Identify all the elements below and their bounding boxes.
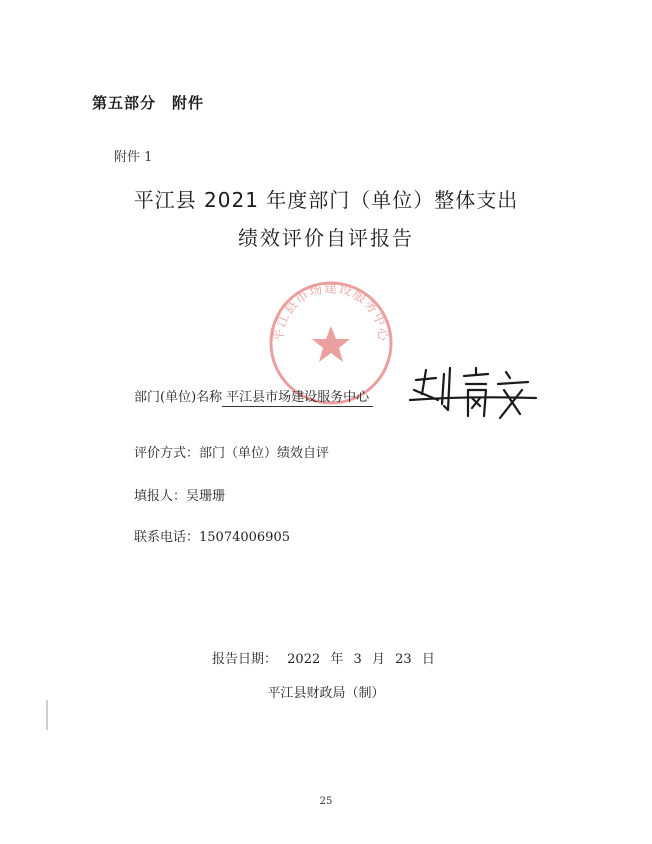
svg-text:平江县市场建设服务中心: 平江县市场建设服务中心 [271,281,391,343]
issuer-label: 平江县财政局（制） [267,686,385,701]
dept-name-label: 部门(单位)名称 [134,390,223,405]
handwritten-signature [408,360,538,430]
report-date [212,648,435,667]
report-date-year-unit: 年 [330,652,344,667]
report-date-year: 2022 [287,652,321,667]
section-heading: 第五部分 附件 [92,94,205,112]
evaluation-method-field [134,442,329,461]
report-date-day-unit: 日 [421,652,435,667]
evaluation-method-value: 部门（单位）绩效自评 [199,446,330,461]
scan-artifact [46,700,48,730]
filler-label: 填报人： [134,489,187,504]
report-date-month: 3 [353,652,362,667]
annex-label: 附件 1 [114,150,153,165]
phone-field [134,526,290,545]
dept-name-value: 平江县市场建设服务中心 [222,390,373,407]
filler-value: 吴珊珊 [186,489,226,504]
report-title-line-1: 平江县 2021 年度部门（单位）整体支出 [133,188,519,212]
report-date-month-unit: 月 [371,652,385,667]
filler-field [134,485,225,504]
phone-value: 15074006905 [199,530,290,545]
page-number: 25 [319,796,333,807]
report-date-label: 报告日期： [212,652,278,667]
evaluation-method-label: 评价方式： [134,446,200,461]
report-title-line-2: 绩效评价自评报告 [238,226,414,250]
report-date-day: 23 [395,652,412,667]
phone-label: 联系电话： [134,530,200,545]
dept-name-field [134,386,373,405]
